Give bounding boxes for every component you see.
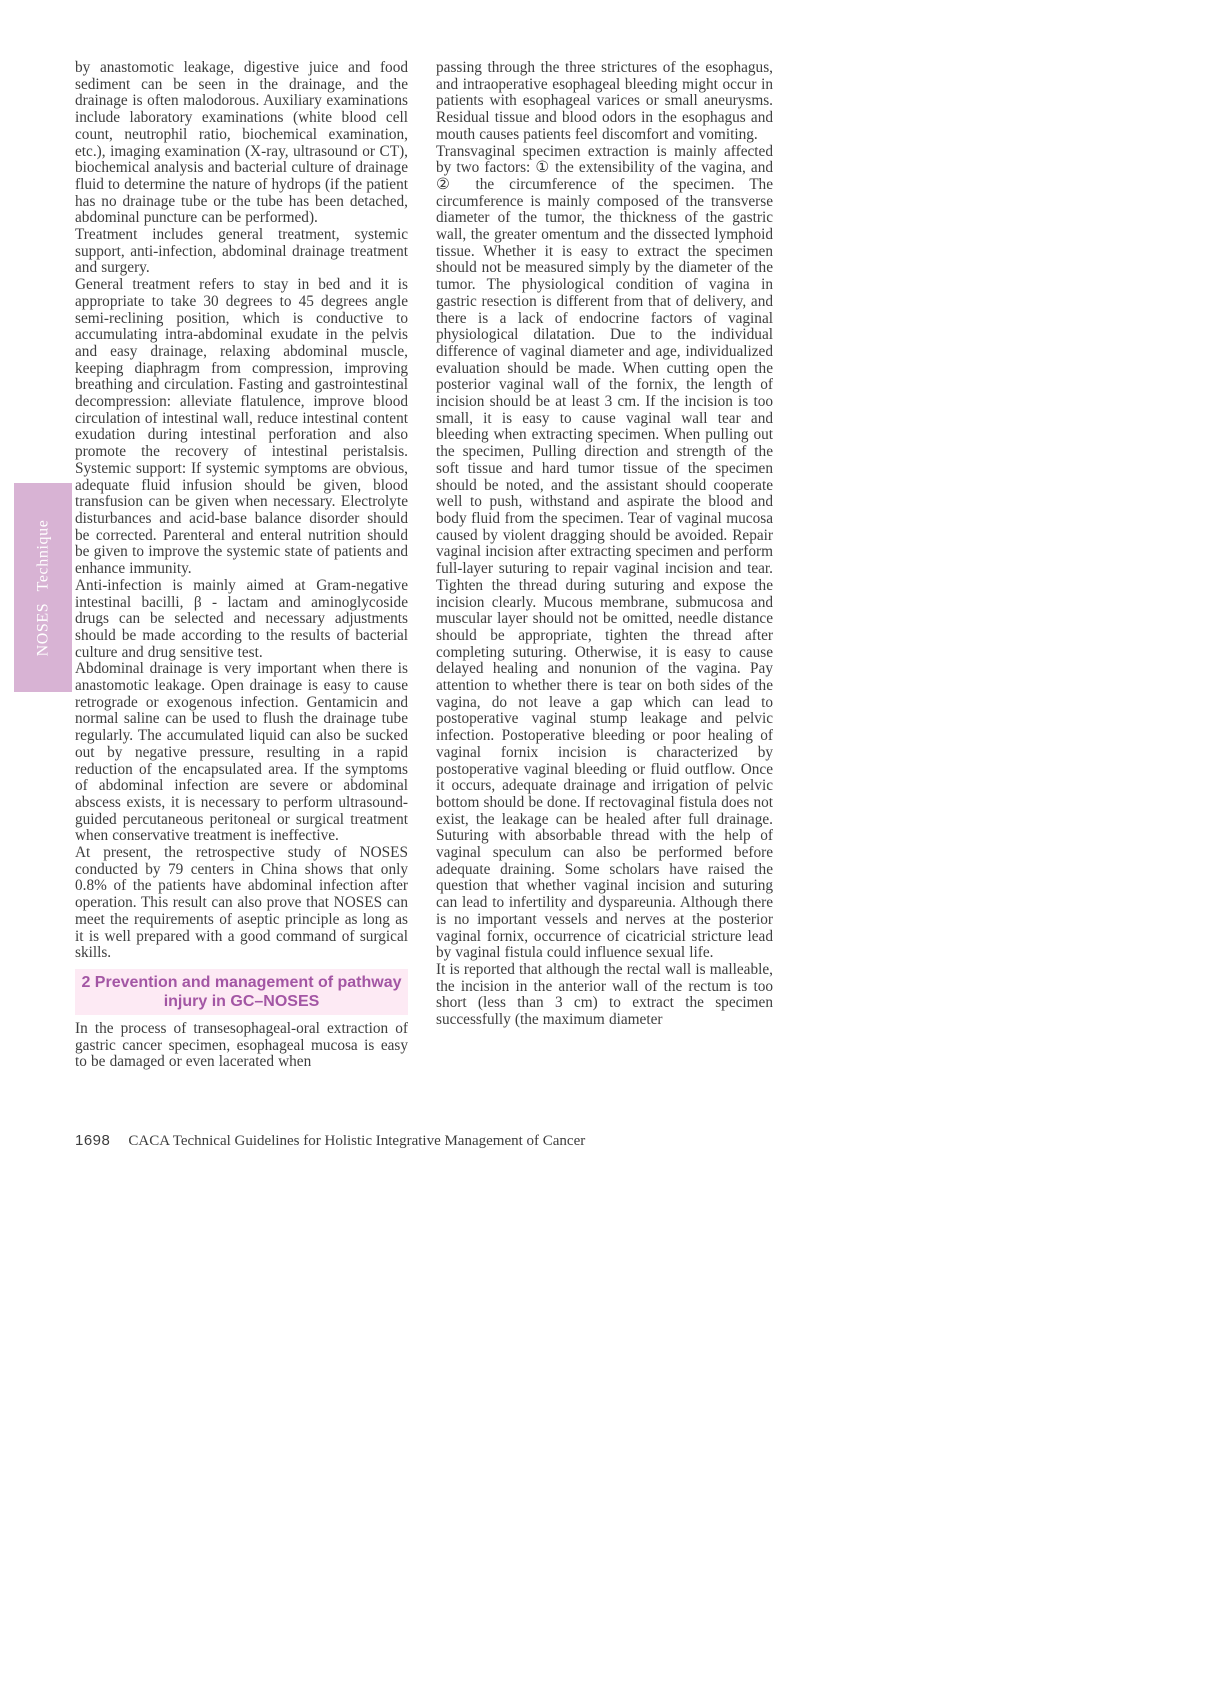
sidebar-tab-label: NOSES Technique xyxy=(34,519,52,656)
sidebar-tab xyxy=(14,483,72,692)
footer-title: CACA Technical Guidelines for Holistic Integrative Management of Cancer xyxy=(128,1133,586,1149)
paragraph: In the process of transesophageal-oral extraction of gastric cancer specimen, esophageal mucosa is easy to be damaged or even lacerated when xyxy=(75,1019,408,1071)
paragraph: Abdominal drainage is very important when there is anastomotic leakage. Open drainage is easy to cause retrograde or exogenous infection. Gentamicin and normal saline can be used to flush the drainage tube regularly. The accumulated liquid can also be sucked out by negative pressure, resulting in a rapid reduction of the encapsulated area. If the symptoms of abdominal infection are severe or abdominal abscess exists, it is necessary to perform ultrasound-guided percutaneous peritoneal or surgical treatment when conservative treatment is ineffective. xyxy=(75,660,408,845)
paragraph: passing through the three strictures of the esophagus, and intraoperative esophageal bleeding might occur in patients with esophageal varices or small aneurysms. Residual tissue and blood odors in the esophagus and mouth causes patients feel discomfort and vomiting. xyxy=(436,59,773,143)
column-left xyxy=(75,60,408,1071)
paragraph: General treatment refers to stay in bed and it is appropriate to take 30 degrees to 45 degrees angle semi-reclining position, which is conductive to accumulating intra-abdominal exudate in the pelvis and easy drainage, relaxing abdominal muscle, keeping diaphragm from compression, improving breathing and circulation. Fasting and gastrointestinal decompression: alleviate flatulence, improve blood circulation of intestinal wall, reduce intestinal content exudation during intestinal perforation and also promote the recovery of intestinal peristalsis. Systemic support: If systemic symptoms are obvious, adequate fluid infusion should be given, blood transfusion can be given when necessary. Electrolyte disturbances and acid-base balance disorder should be corrected. Parenteral and enteral nutrition should be given to improve the systemic state of patients and enhance immunity. xyxy=(75,276,408,578)
section-heading: 2 Prevention and management of pathway injury in GC–NOSES xyxy=(75,969,408,1015)
paragraph: by anastomotic leakage, digestive juice and food sediment can be seen in the drainage, and the drainage is often malodorous. Auxiliary examinations include laboratory examinations (white blood cell count, neutrophil ratio, biochemical examination, etc.), imaging examination (X-ray, ultrasound or CT), biochemical analysis and bacterial culture of drainage fluid to determine the nature of hydrops (if the patient has no drainage tube or the tube has been detached, abdominal puncture can be performed). xyxy=(75,59,408,227)
paragraph: Treatment includes general treatment, systemic support, anti-infection, abdominal drainage treatment and surgery. xyxy=(75,226,408,277)
paragraph: Transvaginal specimen extraction is mainly affected by two factors: ① the extensibility of the vagina, and ② the circumference of the specimen. The circumference is mainly composed of the transverse diameter of the tumor, the thickness of the gastric wall, the greater omentum and the dissected lymphoid tissue. Whether it is easy to extract the specimen should not be measured simply by the diameter of the tumor. The physiological condition of vagina in gastric resection is different from that of delivery, and there is a lack of endocrine factors of vaginal physiological dilatation. Due to the individual difference of vaginal diameter and age, individualized evaluation should be made. When cutting open the posterior vaginal wall of the fornix, the length of incision should be at least 3 cm. If the incision is too small, it is easy to cause vaginal wall tear and bleeding when extracting specimen. When pulling out the specimen, Pulling direction and strength of the soft tissue and hard tumor tissue of the specimen should be noted, and the assistant should cooperate well to push, withstand and aspirate the blood and body fluid from the specimen. Tear of vaginal mucosa caused by violent dragging should be avoided. Repair vaginal incision after extracting specimen and perform full-layer suturing to repair vaginal incision and tear. Tighten the thread during suturing and expose the incision clearly. Mucous membrane, submucosa and muscular layer should not be omitted, needle distance should be appropriate, tighten the thread after completing suturing. Otherwise, it is easy to cause delayed healing and nonunion of the vagina. Pay attention to whether there is tear on both sides of the vagina, do not leave a gap which can lead to postoperative vaginal stump leakage and pelvic infection. Postoperative bleeding or poor healing of vaginal fornix incision is characterized by postoperative vaginal bleeding or fluid outflow. Once it occurs, adequate drainage and irrigation of pelvic bottom should be done. If rectovaginal fistula does not exist, the leakage can be healed after full drainage. Suturing with absorbable thread with the help of vaginal speculum can also be performed before adequate draining. Some scholars have raised the question that whether vaginal incision and suturing can lead to infertility and dyspareunia. Although there is no important vessels and nerves at the posterior vaginal fornix, occurrence of cicatricial stricture lead by vaginal fistula could influence sexual life. xyxy=(436,142,773,962)
page-number: 1698 xyxy=(75,1132,111,1149)
page-content xyxy=(75,60,773,1071)
paragraph: At present, the retrospective study of NOSES conducted by 79 centers in China shows that only 0.8% of the patients have abdominal infection after operation. This result can also prove that NOSES can meet the requirements of aseptic principle as long as it is well prepared with a good command of surgical skills. xyxy=(75,844,408,962)
column-right xyxy=(436,60,773,1071)
paragraph: It is reported that although the rectal wall is malleable, the incision in the anterior wall of the rectum is too short (less than 3 cm) to extract the specimen successfully (the maximum diameter xyxy=(436,960,773,1029)
footer xyxy=(75,1132,585,1150)
paragraph: Anti-infection is mainly aimed at Gram-negative intestinal bacilli, β - lactam and aminoglycoside drugs can be selected and necessary adjustments should be made according to the results of bacterial culture and drug sensitive test. xyxy=(75,576,408,661)
